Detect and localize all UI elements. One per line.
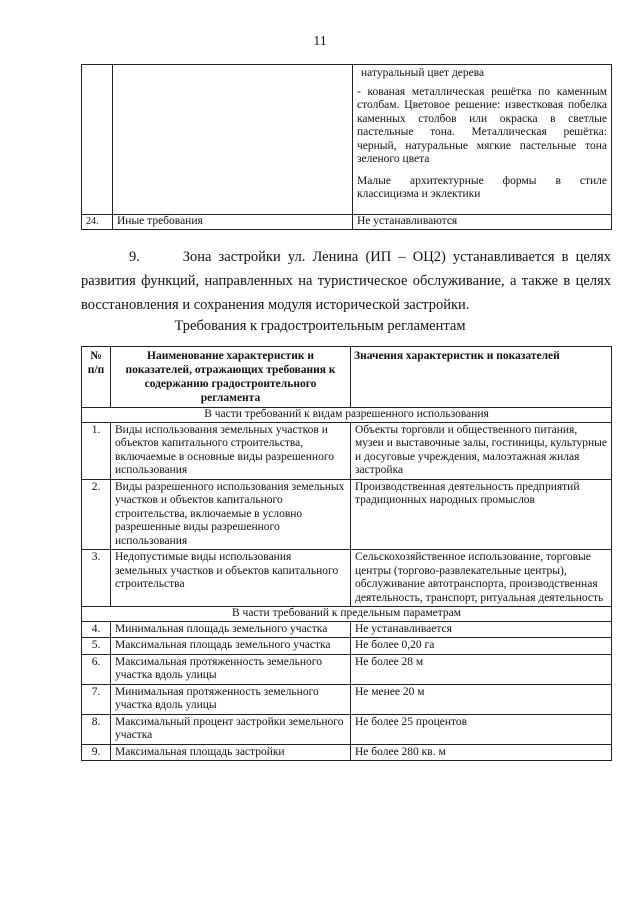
table-cell bbox=[82, 65, 113, 215]
table-row bbox=[82, 550, 612, 607]
table-row bbox=[82, 422, 612, 479]
row-value: Не устанавливается bbox=[351, 621, 612, 638]
row-name: Максимальная площадь застройки bbox=[111, 744, 351, 761]
row-name: Виды разрешенного использования земельных участков и объектов капитального строительства, включаемые в условно разрешенные виды разрешенного использования bbox=[111, 479, 351, 550]
row-value: Не более 0,20 га bbox=[351, 638, 612, 655]
table-cell bbox=[113, 65, 353, 215]
requirements-table bbox=[81, 346, 612, 761]
row-number: 24. bbox=[82, 215, 113, 230]
row-value: Не устанавливаются bbox=[353, 215, 612, 230]
section-title: В части требований к видам разрешенного использования bbox=[82, 408, 612, 423]
row-name: Максимальная протяженность земельного участка вдоль улицы bbox=[111, 654, 351, 684]
table-caption: Требования к градостроительным регламентам bbox=[174, 318, 466, 334]
row-number: 1. bbox=[82, 422, 111, 479]
table-row bbox=[82, 744, 612, 761]
paragraph-text: Зона застройки ул. Ленина (ИП – ОЦ2) устанавливается в целях развития функций, направленных на туристическое обслуживание, а также в целях восстановления и сохранения модуля исторической застройки. bbox=[81, 249, 612, 313]
row-number: 8. bbox=[82, 714, 111, 744]
continued-table bbox=[81, 64, 612, 230]
section-row bbox=[82, 607, 612, 622]
header-name: Наименование характеристик и показателей, отражающих требования к содержанию градостроительного регламента bbox=[111, 347, 351, 408]
table-cell bbox=[353, 65, 612, 215]
table-row bbox=[82, 684, 612, 714]
continued-line: натуральный цвет дерева bbox=[361, 67, 485, 79]
header-num: № п/п bbox=[82, 347, 111, 408]
row-value: Сельскохозяйственное использование, торговые центры (торгово-развлекательные центры), обслуживание автотранспорта, производственная деятельность, транспорт, ритуальная деятельность bbox=[351, 550, 612, 607]
table-row bbox=[82, 638, 612, 655]
header-values: Значения характеристик и показателей bbox=[351, 347, 612, 408]
row-number: 5. bbox=[82, 638, 111, 655]
row-number: 9. bbox=[82, 744, 111, 761]
row-number: 3. bbox=[82, 550, 111, 607]
row-name: Недопустимые виды использования земельных участков и объектов капитального строительства bbox=[111, 550, 351, 607]
table-row bbox=[82, 215, 612, 230]
row-name: Минимальная протяженность земельного участка вдоль улицы bbox=[111, 684, 351, 714]
page-number: 11 bbox=[313, 34, 327, 49]
row-name: Минимальная площадь земельного участка bbox=[111, 621, 351, 638]
row-number: 6. bbox=[82, 654, 111, 684]
table-row bbox=[82, 479, 612, 550]
table-row bbox=[82, 621, 612, 638]
table-header-row bbox=[82, 347, 612, 408]
row-value: Не более 28 м bbox=[351, 654, 612, 684]
row-value: Объекты торговли и общественного питания, музеи и выставочные залы, гостиницы, культурные и досуговые учреждения, малоэтажная жилая застройка bbox=[351, 422, 612, 479]
paragraph-number: 9. bbox=[129, 249, 140, 265]
row-value: Не более 280 кв. м bbox=[351, 744, 612, 761]
row-name: Виды использования земельных участков и объектов капитального строительства, включаемые в основные виды разрешенного использования bbox=[111, 422, 351, 479]
row-name: Иные требования bbox=[113, 215, 353, 230]
continued-line: - кованая металлическая решётка по каменным столбам. Цветовое решение: известковая побелка каменных столбов или окраска в светлые пастельные тона. Металлическая решётка: черный, натуральные мягкие пастельные тона зеленого цвета bbox=[357, 85, 607, 165]
table-row bbox=[82, 654, 612, 684]
paragraph-9 bbox=[81, 245, 611, 317]
section-row bbox=[82, 408, 612, 423]
continued-table-row bbox=[82, 65, 612, 215]
row-name: Максимальная площадь земельного участка bbox=[111, 638, 351, 655]
row-number: 4. bbox=[82, 621, 111, 638]
row-name: Максимальный процент застройки земельного участка bbox=[111, 714, 351, 744]
row-number: 7. bbox=[82, 684, 111, 714]
table-row bbox=[82, 714, 612, 744]
row-number: 2. bbox=[82, 479, 111, 550]
row-value: Производственная деятельность предприятий традиционных народных промыслов bbox=[351, 479, 612, 550]
row-value: Не менее 20 м bbox=[351, 684, 612, 714]
section-title: В части требований к предельным параметрам bbox=[82, 607, 612, 622]
continued-line: Малые архитектурные формы в стиле классицизма и эклектики bbox=[357, 174, 607, 200]
row-value: Не более 25 процентов bbox=[351, 714, 612, 744]
